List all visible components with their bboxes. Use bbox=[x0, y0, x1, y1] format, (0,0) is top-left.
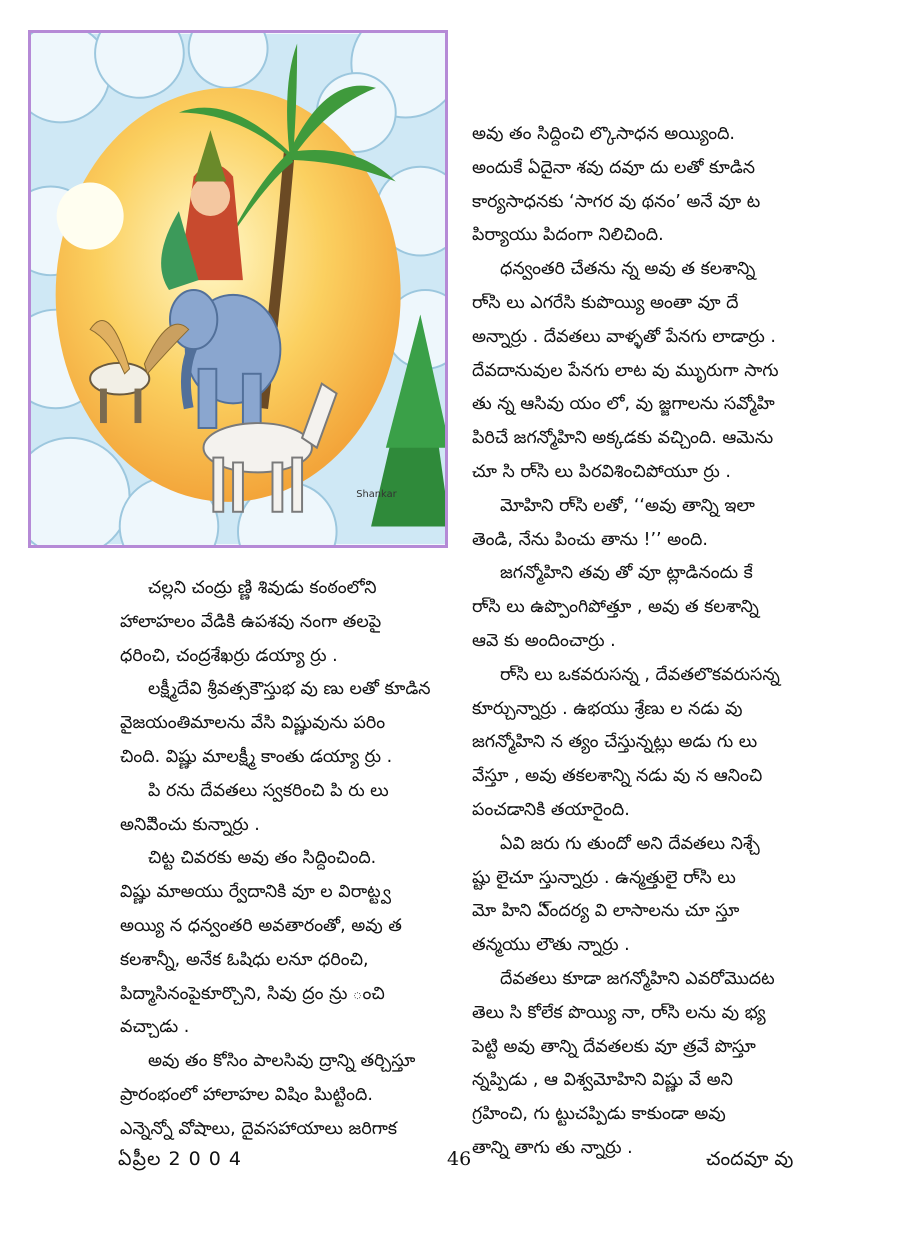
goddess-face bbox=[191, 177, 230, 216]
text-line: దేవతలు కూడా జగన్మోహిని ఎవరోమొదట bbox=[500, 968, 775, 989]
footer-date: ఏప్రీల 2 0 0 4 bbox=[118, 1148, 243, 1170]
text-line: అవు తం సిద్దించి ల్కొసాధన అయ్యింది. bbox=[472, 124, 735, 144]
text-line: ఎన్నెన్నో వోషాలు, దైవసహాయాలు జరిగాక bbox=[120, 1118, 398, 1139]
text-line: వెూ హిని ఏ్ందర్య వి లాసాలను చూ స్తూ bbox=[472, 901, 740, 922]
text-line: రా్సి లు ఎగరేసి కుపొయ్యి అంతా వూ దే bbox=[472, 292, 739, 313]
text-line: రా్సి లు ఉప్పొంగిపోత్తూ , అవు త కలశాన్ని bbox=[472, 597, 759, 618]
text-line: పిరిచే జగన్మోహిని అక్కడకు వచ్చింది. ఆమెను bbox=[472, 428, 774, 449]
text-line: ఏవి జరు గు తుందో అని దేవతలు నిశ్చే bbox=[500, 833, 760, 854]
text-line: ప్రారంభంలో హాలాహల విషిం పిుట్టింది. bbox=[120, 1084, 373, 1105]
text-line: తన్మయు లౌతు న్నార్రు . bbox=[472, 935, 630, 956]
text-line: అవు తం కోసిం పాలసివు ద్రాన్ని తర్చిస్తూ bbox=[148, 1051, 416, 1072]
text-line: పెట్టి అవు తాన్ని దేవతలకు వూ త్రవే పొస్తూ bbox=[472, 1036, 756, 1057]
left-text-column bbox=[120, 572, 460, 1147]
text-line: అన్నార్రు . దేవతలు వాళ్ళతో పేనగు లాడార్రు . bbox=[472, 326, 776, 347]
text-line: మోహిని రా్సి లతో, ‘‘అవు తాన్ని ఇలా bbox=[500, 495, 755, 516]
text-line: పంచడానికి తయారైంది. bbox=[472, 799, 630, 820]
text-line: గ్రహించి, గు ట్టుచప్పిడు కాకుండా అవు bbox=[472, 1104, 726, 1125]
text-line: వైజయంతిమాలను వేసి విష్ణువును పరిం bbox=[120, 713, 386, 734]
right-text-column bbox=[472, 118, 892, 1166]
text-line: చూ సి రా్సి లు పిరవిశించిపోయూ ర్రు . bbox=[472, 461, 731, 482]
text-line: హాలాహలం వేడికి ఉపశవు నంగా తలపై bbox=[120, 611, 382, 632]
text-line: వేస్తూ , అవు తకలశాన్ని నడు వు న ఆనించి bbox=[472, 766, 763, 787]
text-line: పిద్మాసినంపైకూర్చొని, సివు ద్రం న్రు ంచి bbox=[120, 983, 385, 1004]
text-line: ఆవె కు అందించార్రు . bbox=[472, 630, 616, 651]
text-line: పి రను దేవతలు స్వకరించి పి రు లు bbox=[148, 780, 389, 801]
text-line: తెండి, నేను పించు తాను !’’ అంది. bbox=[472, 529, 708, 550]
illustration-drawing bbox=[31, 33, 445, 545]
text-line: ధన్వంతరి చేతను న్న అవు త కలశాన్ని bbox=[500, 259, 756, 280]
text-line: దేవదానువుల పేనగు లాట వు ముృరుగా సాగు bbox=[472, 360, 779, 381]
text-line: చల్లని చంద్రు ణ్ణి శివుడు కంఠంలోని bbox=[148, 578, 377, 598]
page-number: 46 bbox=[447, 1148, 472, 1170]
artist-signature: Shankar bbox=[356, 488, 397, 500]
text-line: లక్ష్మీదేవి శ్రీవత్సకౌస్తుభ వు ణు లతో కూడిన bbox=[148, 679, 431, 700]
text-line: ష్టు లైచూ స్తున్నార్రు . ఉన్మత్తులై రా్సి లు bbox=[472, 867, 736, 888]
text-line: జగన్మోహిని న త్యం చేస్తున్నట్లు అడు గు లు bbox=[472, 732, 758, 753]
text-line: జగన్మోహిని తవు తో వూ ట్లాడినందు కే bbox=[500, 563, 753, 584]
text-line: ధరించి, చంద్రశేఖర్రు డయ్యా ర్రు . bbox=[120, 645, 338, 666]
magazine-name: చందవూ వు bbox=[706, 1148, 794, 1170]
text-line: కూర్చున్నార్రు . ఉభయు శ్రేణు ల నడు వు bbox=[472, 698, 743, 719]
mythology-illustration bbox=[28, 30, 448, 548]
text-line: చింది. విష్ణు మాలక్ష్మీ కాంతు డయ్యా ర్రు . bbox=[120, 746, 393, 767]
text-line: తాన్ని తాగు తు న్నార్రు . bbox=[472, 1137, 633, 1158]
text-line: కార్యసాధనకు ‘సాగర వు థనం’ అనే వూ ట bbox=[472, 191, 761, 212]
text-line: వచ్చాడు . bbox=[120, 1017, 190, 1038]
text-line: న్నప్పిడు , ఆ విశ్వమోహిని విష్ణు వే అని bbox=[472, 1070, 733, 1091]
text-line: అందుకే ఏదైనా శవు దవూ దు లతో కూడిన bbox=[472, 157, 756, 178]
text-line: తెలు సి కోలేక పొయ్యి నా, రా్సి లను వు భ్య bbox=[472, 1002, 766, 1023]
sun-icon bbox=[57, 183, 124, 250]
text-line: చిట్ట చివరకు అవు తం సిద్దించింది. bbox=[148, 848, 377, 869]
text-line: విష్ణు మాఅయు ర్వేదానికి వూ ల విరాట్ట్వ bbox=[120, 882, 392, 903]
text-line: తు న్న ఆసివు యం లో, వు జ్జగాలను సవ్మోహి bbox=[472, 394, 775, 415]
text-line: అనిపిించు కున్నార్రు . bbox=[120, 814, 260, 835]
text-line: పిర్యాయు పిదంగా నిలిచింది. bbox=[472, 225, 664, 246]
text-line: అయ్యి న ధన్వంతరి అవతారంతో, అవు త bbox=[120, 915, 402, 936]
text-line: కలశాన్నీ, అనేక ఓషిధు లనూ ధరించి, bbox=[120, 949, 369, 970]
text-line: రా్సి లు ఒకవరుసన్న , దేవతలొకవరుసన్న bbox=[500, 664, 780, 685]
